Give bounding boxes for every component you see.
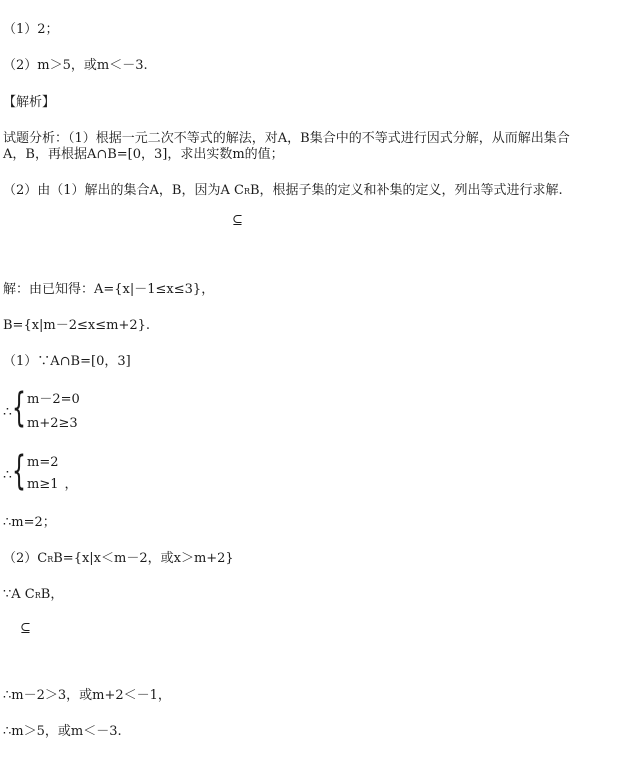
system-2-row-1: m=2 (27, 455, 59, 470)
answer-line-1: （1）2； (3, 22, 59, 37)
analysis-line-3-b: B，根据子集的定义和补集的定义，列出等式进行求解. (249, 183, 563, 198)
complement-subscript: R (243, 187, 250, 196)
analysis-heading: 【解析】 (3, 95, 56, 110)
therefore-symbol: ∴ (3, 404, 12, 420)
system-1-row-2: m+2≥3 (27, 416, 78, 431)
complement-subscript: R (47, 555, 54, 564)
solution-line-5: （2）CRB={x|x＜m－2，或x＞m+2} (3, 551, 234, 566)
system-2-trailing-comma: ， (64, 477, 78, 492)
solution-line-8: ∴m＞5，或m＜－3. (3, 724, 122, 739)
analysis-line-2: A，B，再根据A∩B=[0，3]，求出实数m的值； (3, 147, 284, 162)
system-1-row-1: m－2=0 (27, 392, 80, 407)
therefore-symbol: ∴ (3, 467, 12, 483)
left-brace: { (12, 448, 26, 494)
analysis-line-3-a: （2）由（1）解出的集合A，B，因为A C (3, 183, 244, 198)
solution-line-6: ∵A CRB， (3, 587, 64, 602)
left-brace: { (12, 385, 26, 431)
answer-line-2: （2）m＞5，或m＜－3. (3, 58, 148, 73)
subset-symbol-2: ⊆ (20, 621, 31, 636)
system-2-row-2: m≥1 ， (27, 477, 78, 492)
analysis-line-1: 试题分析：（1）根据一元二次不等式的解法，对A，B集合中的不等式进行因式分解，从而解出集合 (3, 131, 570, 146)
analysis-line-3 (3, 183, 563, 200)
solution-line-1: 解：由已知得：A={x|－1≤x≤3}， (3, 282, 215, 297)
subset-symbol-1: ⊆ (232, 213, 243, 228)
complement-subscript: R (34, 591, 41, 600)
solution-line-3: （1）∵A∩B=[0，3] (3, 354, 131, 369)
solution-line-2: B={x|m－2≤x≤m+2}. (3, 318, 151, 333)
solution-line-7: ∴m－2＞3，或m+2＜－1， (3, 688, 171, 703)
solution-line-4: ∴m=2； (3, 515, 56, 530)
